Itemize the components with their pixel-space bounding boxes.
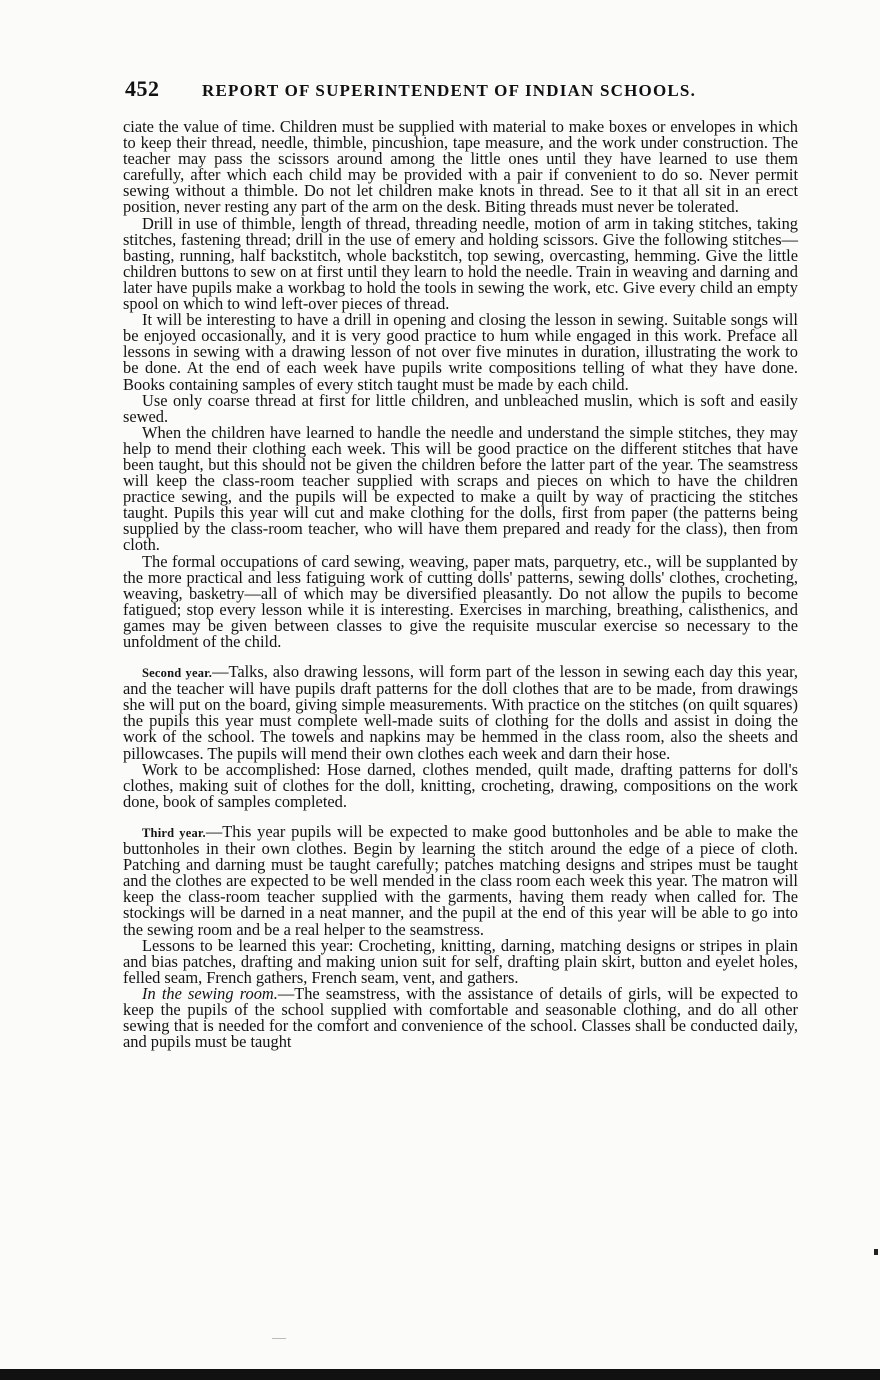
paragraph-work-accomplished: [123, 759, 798, 811]
paragraph-third-year: [123, 821, 798, 939]
body-text: [123, 119, 798, 1050]
paragraph-sewing-room: [123, 983, 798, 1052]
paragraph-text: Drill in use of thimble, length of thread, threading needle, motion of arm in taking stitches, taking stitches, fastening thread; drill in the use of emery and holding scissors. Give the following stitches—basting, running, half backstitch, whole backstitch, top sewing, overcasting, hemming. Give the little children buttons to sew on at first until they learn to hold the needle. Train in weaving and darning and later have pupils make a workbag to hold the tools in sewing the work, etc. Give every child an empty spool on which to wind left-over pieces of thread.: [123, 213, 798, 314]
scan-smudge: [272, 1338, 286, 1339]
paragraph-opening-closing: [123, 312, 798, 392]
paragraph-text: It will be interesting to have a drill in opening and closing the lesson in sewing. Suitable songs will be enjoyed occasionally, and it is very good practice to hum while engaged in this work. Preface all lessons in sewing with a drawing lesson of not over five minutes in duration, illustrating the work to be done. At the end of each week have pupils write compositions telling of what they have done. Books containing samples of every stitch taught must be made by each child.: [123, 310, 798, 394]
paragraph-text: Use only coarse thread at first for little children, and unbleached muslin, which is soft and easily sewed.: [123, 390, 798, 426]
paragraph-text: Lessons to be learned this year: Crocheting, knitting, darning, matching designs or stripes in plain and bias patches, drafting and making union suit for self, drafting plain skirt, button and eyelet holes, felled seam, French gathers, French seam, vent, and gathers.: [123, 935, 798, 987]
margin-ink-mark: [874, 1249, 878, 1255]
paragraph-second-year: [123, 664, 798, 762]
paragraph-text: ciate the value of time. Children must be supplied with material to make boxes or envelopes in which to keep their thread, needle, thimble, pincushion, tape measure, and the work under construction. The teacher may pass the scissors around among the little ones until they have learned to use them carefully, after which each child may be provided with a pair if convenient to do so. Never permit sewing without a thimble. Do not let children make knots in thread. See to it that all sit in an erect position, never resting any part of the arm on the desk. Biting threads must never be tolerated.: [123, 117, 798, 217]
paragraph-text: —Talks, also drawing lessons, will form part of the lesson in sewing each day this year, and the teacher will have pupils draft patterns for the doll clothes that are to be made, from drawings she will put on the board, giving simple measurements. With practice on the stitches (on quilt squares) the pupils this year must complete well-made suits of clothing for the dolls and assist in doing the work of the school. The towels and napkins may be hemmed in the class room, also the sheets and pillowcases. The pupils will mend their own clothes each week and darn their hose.: [123, 662, 798, 763]
running-head: REPORT OF SUPERINTENDENT OF INDIAN SCHOOLS.: [202, 81, 697, 100]
paragraph-coarse-thread: [123, 390, 798, 426]
paragraph-text: —The seamstress, with the assistance of details of girls, will be expected to keep the pupils of the school supplied with comfortable and seasonable clothing, and do all other sewing that is needed for the comfort and convenience of the school. Classes shall be conducted daily, and pupils must be taught: [123, 983, 798, 1052]
paragraph-drill: [123, 213, 798, 314]
section-run-in-heading: Second year.: [142, 666, 213, 681]
paragraph-text: —This year pupils will be expected to make good buttonholes and be able to make the buttonholes in their own clothes. Begin by learning the stitch around the edge of a piece of cloth. Patching and darning must be taught carefully; patches matching designs and stripes must be taught and the clothes are expected to be well mended in the class room each week this year. The matron will keep the class-room teacher supplied with the garments, having them ready when called for. The stockings will be darned in a neat manner, and the pupil at the end of this year will be able to go into the sewing room and be a real helper to the seamstress.: [123, 821, 798, 939]
scan-bottom-edge: [0, 1369, 880, 1380]
paragraph-text: Work to be accomplished: Hose darned, clothes mended, quilt made, drafting patterns for doll's clothes, making suit of clothes for the doll, knitting, crocheting, drawing, compositions on the work done, book of samples completed.: [123, 759, 798, 811]
page-number: 452: [125, 76, 160, 101]
paragraph-text: The formal occupations of card sewing, weaving, paper mats, parquetry, etc., will be supplanted by the more practical and less fatiguing work of cutting dolls' patterns, sewing dolls' clothes, crocheting, weaving, basketry—all of which may be diversified pleasantly. Do not allow the pupils to become fatigued; stop every lesson while it is interesting. Exercises in marching, breathing, calisthenics, and games may be given between classes to give the requisite muscular exercise so necessary to the unfoldment of the child.: [123, 551, 798, 651]
section-run-in-heading: Third year.: [142, 825, 206, 840]
paragraph-formal-occupations: [123, 551, 798, 651]
paragraph-continuation: [123, 119, 798, 216]
paragraph-mending: [123, 422, 798, 555]
paragraph-lessons-learned: [123, 935, 798, 987]
page-header: [125, 76, 815, 106]
section-run-in-heading: In the sewing room.: [142, 983, 278, 1003]
paragraph-text: When the children have learned to handle the needle and understand the simple stitches, they may help to mend their clothing each week. This will be good practice on the different stitches that have been taught, but this should not be given the children before the latter part of the year. The seamstress will keep the class-room teacher supplied with scraps and pieces on which to have the children practice sewing, and the pupils will be expected to make a quilt by way of practicing the stitches taught. Pupils this year will cut and make clothing for the dolls, first from paper (the patterns being supplied by the class-room teacher, who will have them prepared and ready for the class), then from cloth.: [123, 422, 798, 555]
